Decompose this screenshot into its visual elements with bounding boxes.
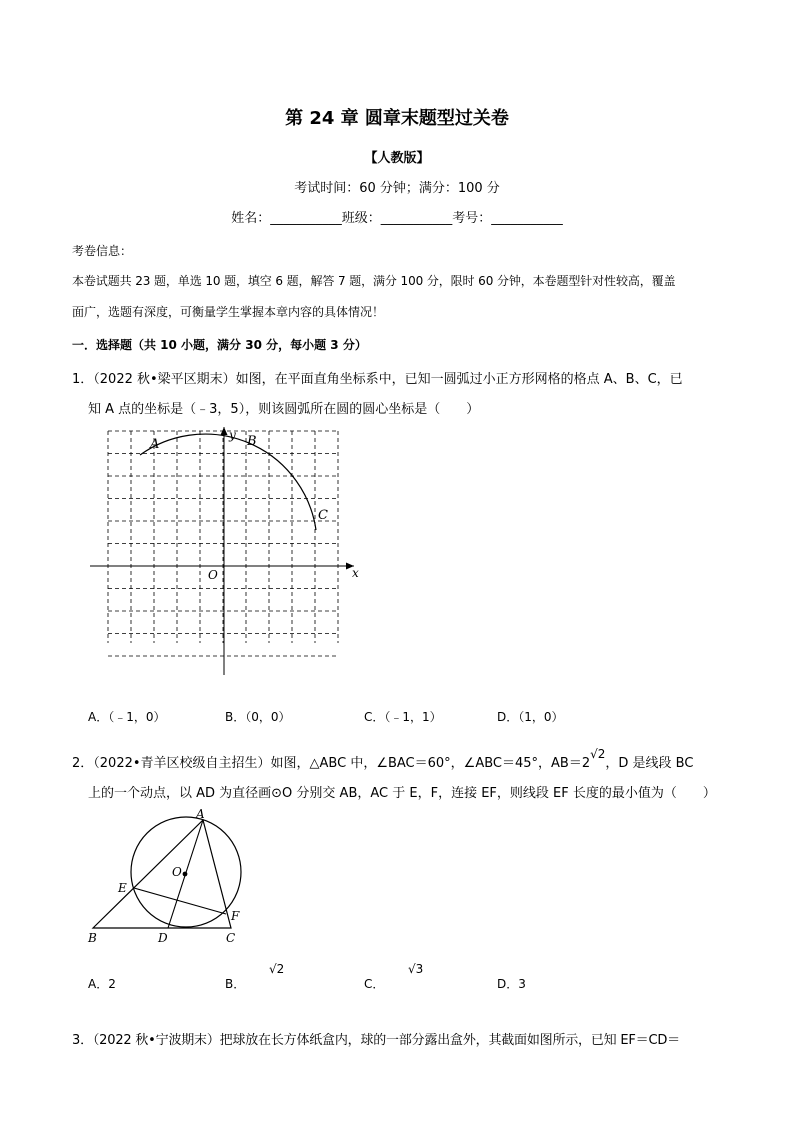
edition-label: 【人教版】 <box>364 151 430 166</box>
x-axis-label: x <box>352 566 359 580</box>
section-heading: 一．选择题（共 10 小题，满分 30 分，每小题 3 分） <box>72 338 367 352</box>
q1-option-d[interactable]: D．（1，0） <box>497 710 564 724</box>
notice-line-2: 面广，选题有深度，可衡量学生掌握本章内容的具体情况！ <box>72 305 385 319</box>
point-d-label: D <box>158 931 168 945</box>
question-1-line-2: 知 A 点的坐标是（﹣3，5），则该圆弧所在圆的圆心坐标是（ ） <box>88 402 480 417</box>
point-c-label: C <box>318 508 328 523</box>
notice-heading: 考卷信息： <box>72 244 133 258</box>
y-axis-label: y <box>229 428 236 442</box>
q1-option-a[interactable]: A．（﹣1，0） <box>88 710 166 724</box>
point-b-label: B <box>247 434 257 449</box>
question-2-line-1a: 2．（2022•青羊区校级自主招生）如图，△ABC 中，∠BAC＝60°，∠ABC＝45°，AB＝2 <box>72 756 591 771</box>
vertex-b-label: B <box>88 931 97 945</box>
notice-line-1: 本卷试题共 23 题，单选 10 题，填空 6 题，解答 7 题，满分 100 分，限时 60 分钟，本卷题型针对性较高，覆盖 <box>72 274 676 288</box>
question-2-line-2: 上的一个动点，以 AD 为直径画⊙O 分别交 AB，AC 于 E，F，连接 EF，则线段 EF 长度的最小值为（ ） <box>88 786 716 801</box>
question-1-line-1: 1．（2022 秋•梁平区期末）如图，在平面直角坐标系中，已知一圆弧过小正方形网格的格点 A、B、C，已 <box>72 372 683 387</box>
question-3-line-1: 3．（2022 秋•宁波期末）把球放在长方体纸盒内，球的一部分露出盒外，其截面如图所示，已知 EF＝CD＝ <box>72 1033 680 1048</box>
name-class-id-row: 姓名：___________班级：___________考号：___________ <box>231 211 563 226</box>
q2-option-b[interactable]: B． √2 <box>225 962 285 991</box>
question-2-line-1b: ，D 是线段 BC <box>605 756 694 771</box>
q1-option-c[interactable]: C．（﹣1，1） <box>364 710 442 724</box>
q1-option-b[interactable]: B．（0，0） <box>225 710 291 724</box>
vertex-a-label: A <box>196 808 205 821</box>
option-b-sqrt2: √2 <box>269 962 285 976</box>
question-1-figure <box>86 425 366 685</box>
q2-option-a[interactable]: A．2 <box>88 977 116 991</box>
question-2-figure <box>86 808 286 950</box>
point-f-label: F <box>231 909 240 923</box>
point-a-label: A <box>150 437 160 452</box>
origin-label: O <box>208 568 218 582</box>
vertex-c-label: C <box>226 931 236 945</box>
exam-info: 考试时间：60 分钟；满分：100 分 <box>294 181 500 196</box>
q2-option-d[interactable]: D．3 <box>497 977 526 991</box>
option-c-sqrt3: √3 <box>408 962 424 976</box>
center-o-label: O <box>172 865 182 879</box>
point-e-label: E <box>118 881 127 895</box>
sqrt2-superscript: √2 <box>590 747 606 761</box>
q2-option-c[interactable]: C． √3 <box>364 962 424 991</box>
page-title: 第 24 章 圆章末题型过关卷 <box>285 108 509 129</box>
